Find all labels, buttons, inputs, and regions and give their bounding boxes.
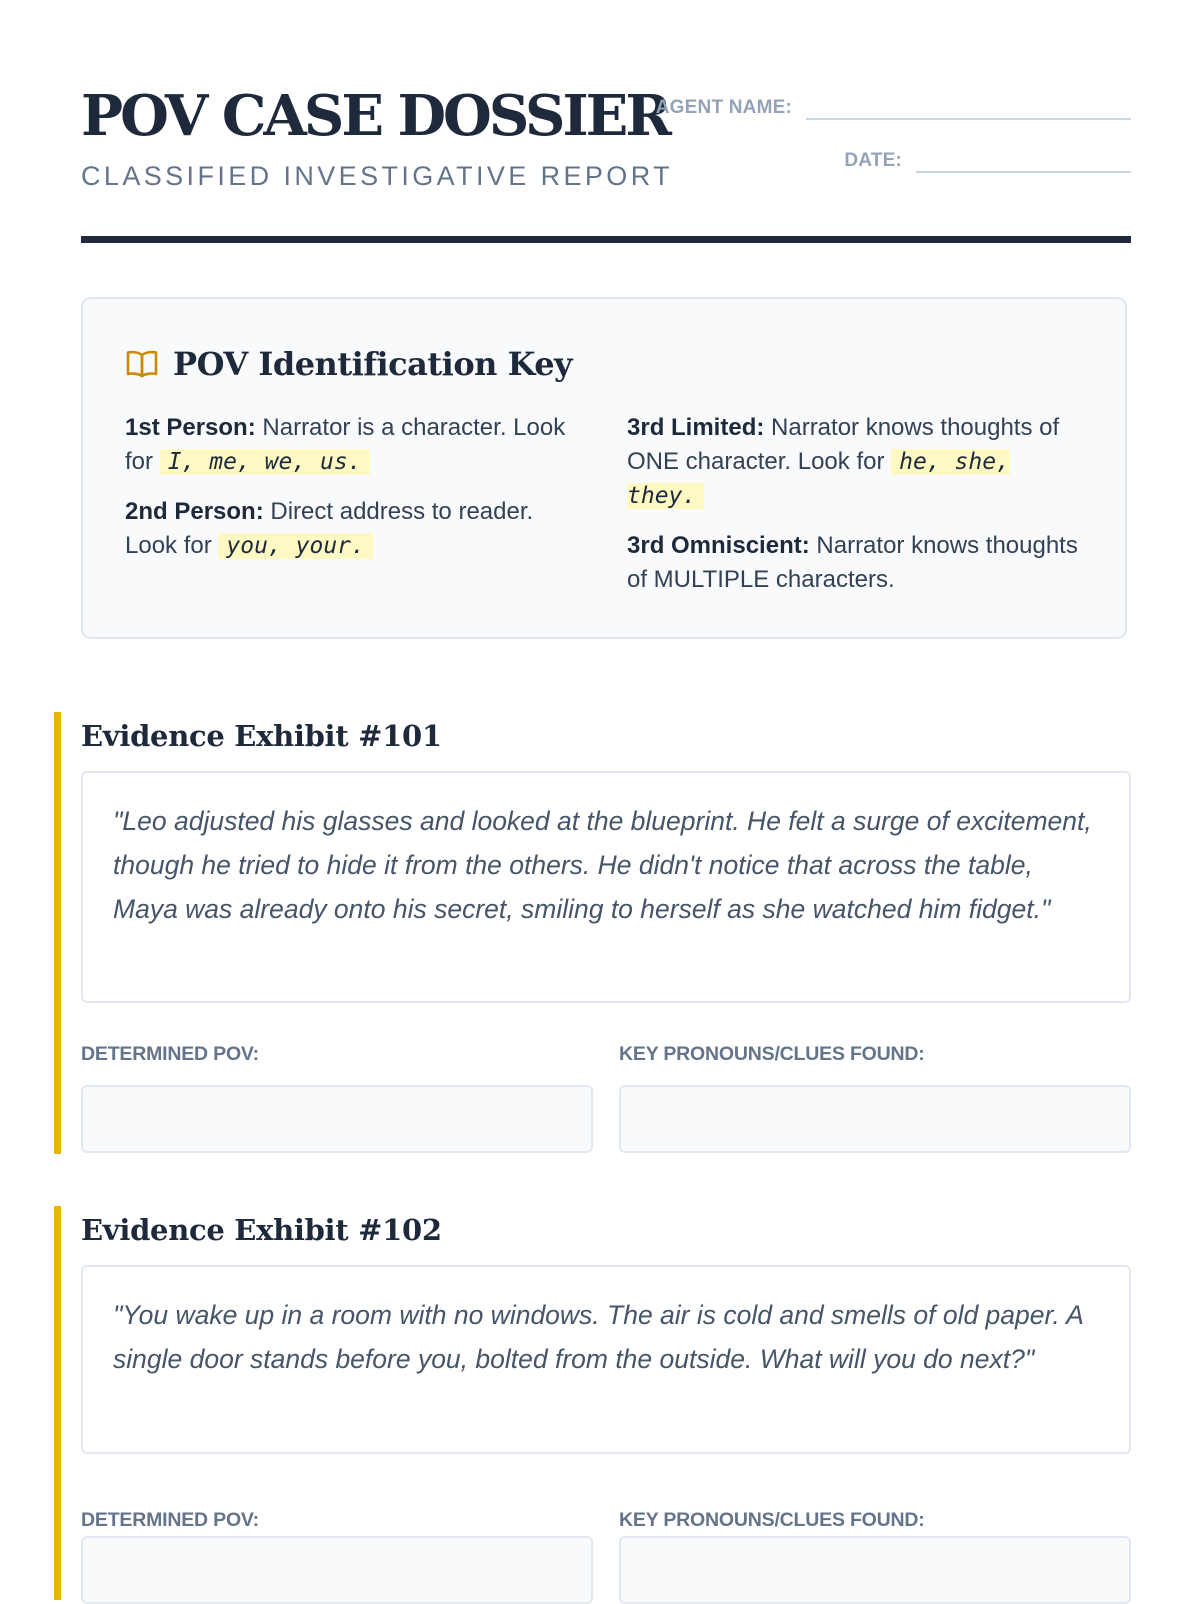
- key-description: Narrator knows thoughts of ONE character. Look for: [627, 414, 1060, 475]
- key-pronouns: he, she, they.: [627, 449, 1010, 509]
- key-clues-field[interactable]: [619, 1085, 1131, 1153]
- key-column-left: [125, 411, 585, 579]
- key-description: Narrator is a character. Look for: [125, 414, 566, 475]
- agent-name-field[interactable]: [806, 88, 1131, 120]
- agent-name-label: AGENT NAME:: [655, 97, 792, 118]
- date-field[interactable]: [916, 141, 1131, 173]
- key-pronouns: you, your.: [218, 533, 372, 559]
- key-term: 3rd Omniscient:: [627, 532, 810, 559]
- date-label: DATE:: [844, 150, 902, 171]
- key-pronouns: I, me, we, us.: [160, 449, 370, 475]
- exhibit-accent-bar: [54, 1206, 61, 1600]
- key-column-right: [627, 411, 1097, 613]
- key-entry-first-person: [125, 411, 585, 479]
- key-term: 1st Person:: [125, 414, 256, 441]
- page-title: POV CASE DOSSIER: [81, 83, 669, 149]
- key-description: Narrator knows thoughts of MULTIPLE characters.: [627, 532, 1078, 593]
- date-row: [844, 141, 1131, 173]
- key-entry-third-omniscient: [627, 529, 1097, 597]
- pov-key-panel: [81, 297, 1127, 639]
- book-open-icon: [125, 348, 159, 380]
- dossier-page: [81, 0, 1131, 1531]
- pov-key-heading: POV Identification Key: [173, 345, 573, 383]
- evidence-exhibit-102: [81, 1206, 1131, 1600]
- key-entry-second-person: [125, 495, 585, 563]
- agent-name-row: [656, 88, 1131, 120]
- exhibit-accent-bar: [54, 712, 61, 1154]
- key-term: 3rd Limited:: [627, 414, 765, 441]
- key-clues-label: KEY PRONOUNS/CLUES FOUND:: [619, 1509, 925, 1531]
- evidence-exhibit-101: [81, 712, 1131, 1154]
- exhibit-title: Evidence Exhibit #102: [81, 1213, 442, 1247]
- key-term: 2nd Person:: [125, 498, 264, 525]
- determined-pov-label: DETERMINED POV:: [81, 1043, 259, 1065]
- exhibit-passage: "You wake up in a room with no windows. The air is cold and smells of old paper. A single door stands before you, bolted from the outside. What will you do next?": [81, 1265, 1131, 1454]
- header-divider: [81, 236, 1131, 243]
- exhibit-title: Evidence Exhibit #101: [81, 719, 442, 753]
- key-entry-third-limited: [627, 411, 1097, 513]
- determined-pov-field[interactable]: [81, 1085, 593, 1153]
- pov-key-title: [125, 345, 572, 383]
- page-subtitle: CLASSIFIED INVESTIGATIVE REPORT: [81, 161, 674, 191]
- dossier-header: [81, 0, 1131, 244]
- key-clues-label: KEY PRONOUNS/CLUES FOUND:: [619, 1043, 925, 1065]
- key-description: Direct address to reader. Look for: [125, 498, 534, 559]
- key-clues-field[interactable]: [619, 1536, 1131, 1604]
- determined-pov-field[interactable]: [81, 1536, 593, 1604]
- exhibit-passage: "Leo adjusted his glasses and looked at the blueprint. He felt a surge of excitement, though he tried to hide it from the others. He didn't notice that across the table, Maya was already onto his secret, smiling to herself as she watched him fidget.": [81, 771, 1131, 1003]
- determined-pov-label: DETERMINED POV:: [81, 1509, 259, 1531]
